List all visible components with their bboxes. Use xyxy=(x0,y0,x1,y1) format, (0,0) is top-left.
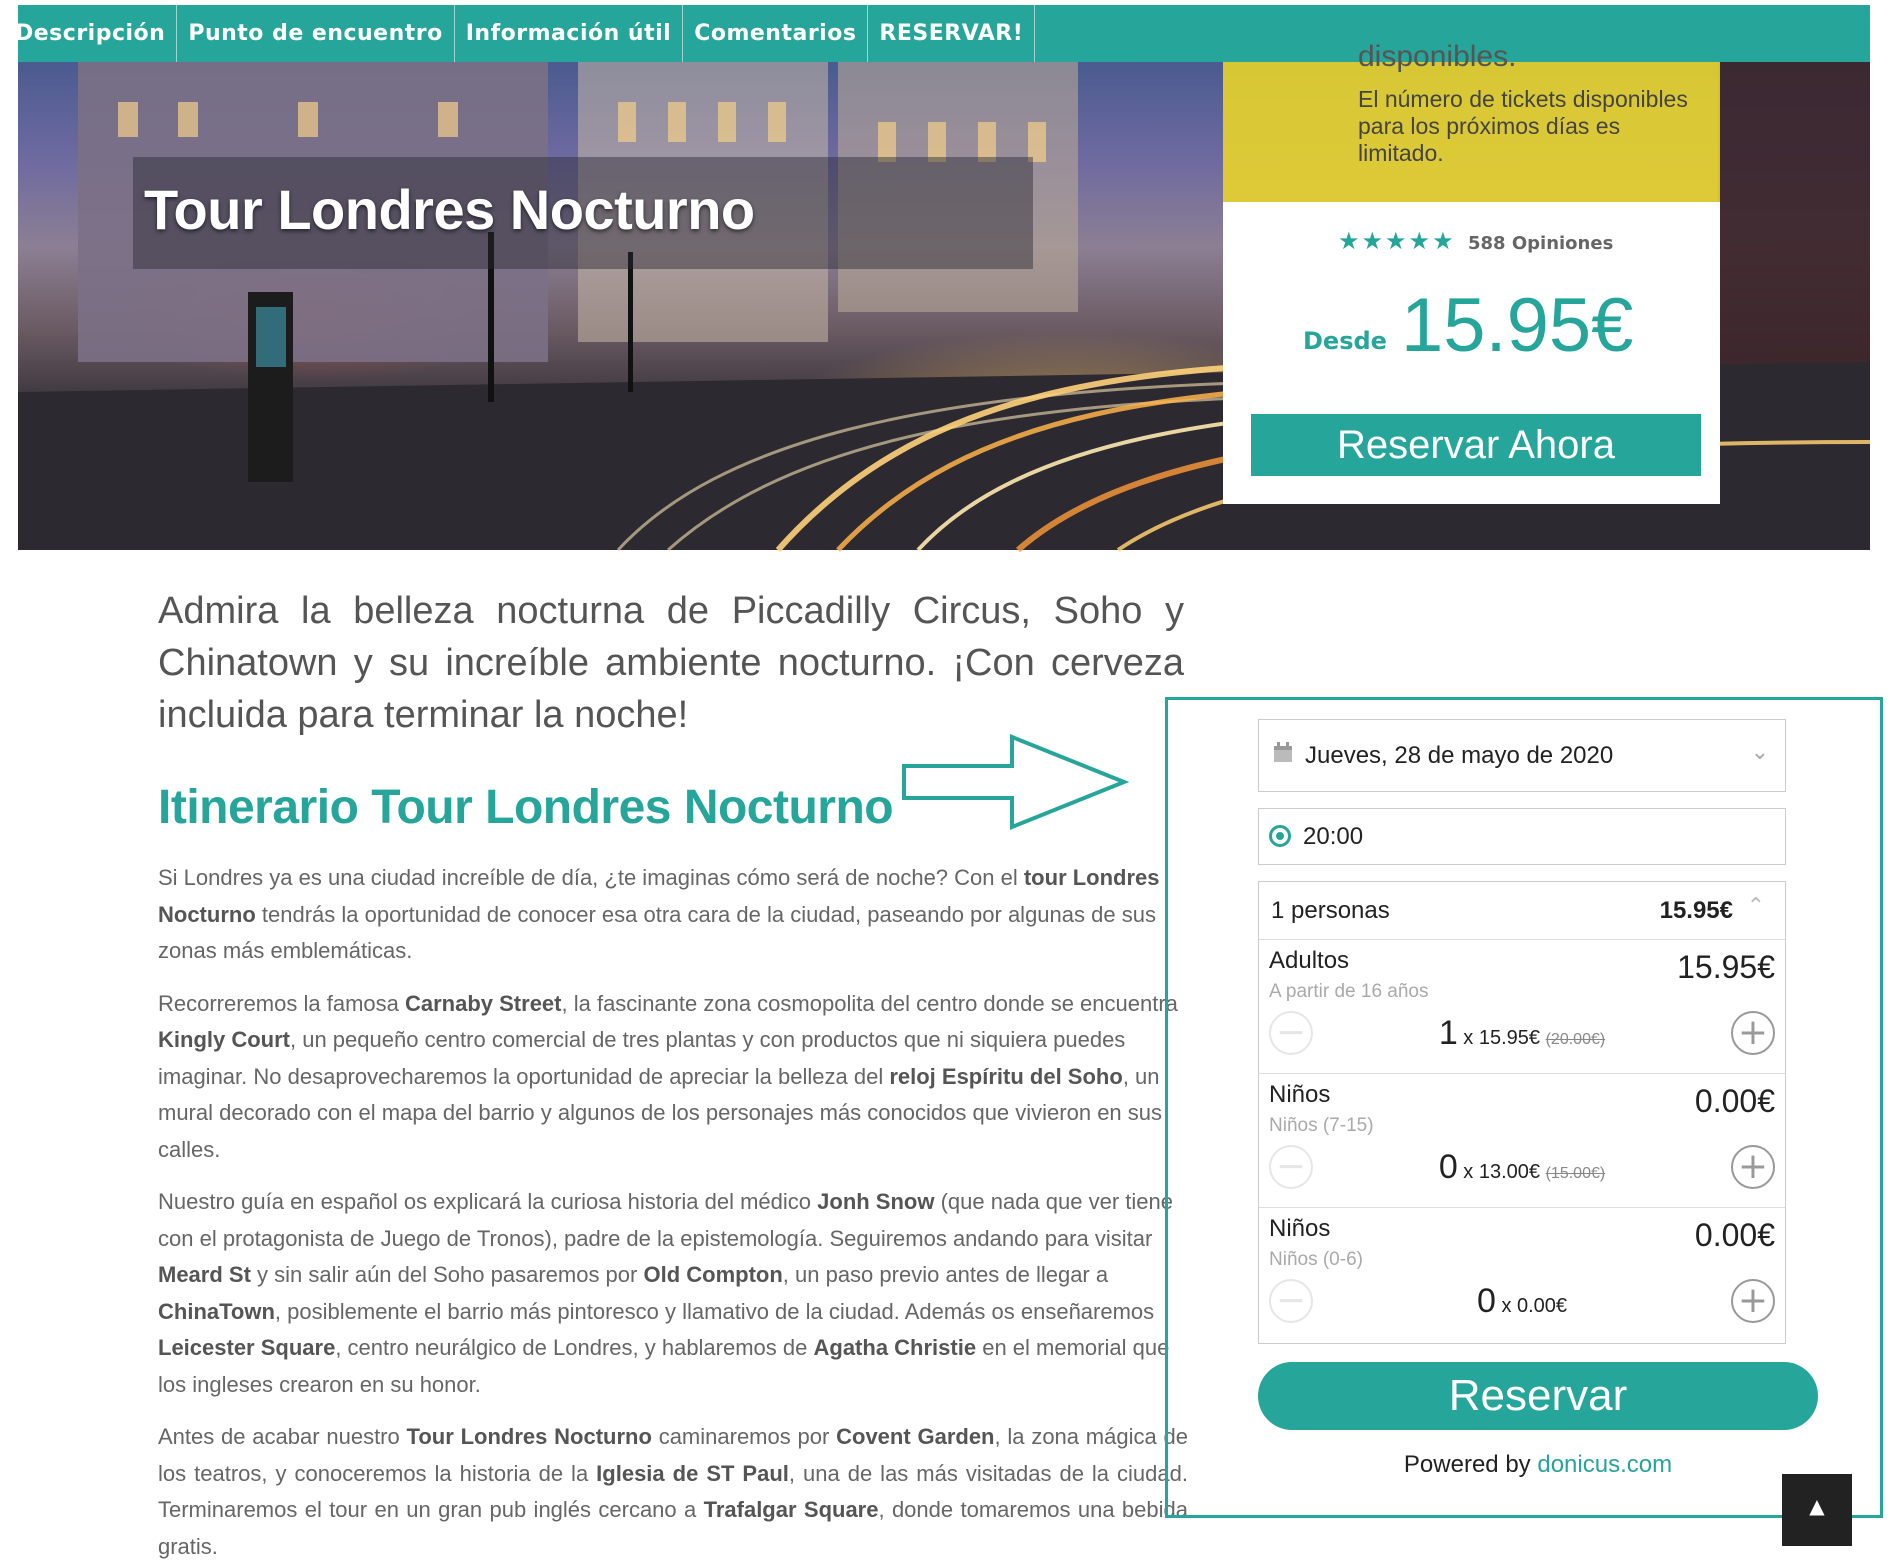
minus-icon[interactable]: − xyxy=(1269,1145,1313,1189)
total-price: 15.95€ xyxy=(1659,897,1733,924)
qty-value: 1 xyxy=(1438,1014,1458,1052)
nav-comentarios[interactable]: Comentarios xyxy=(683,5,868,62)
people-selector xyxy=(1258,881,1786,1344)
powered-link[interactable]: donicus.com xyxy=(1537,1451,1673,1478)
ticket-row-ninos-7-15 xyxy=(1259,1073,1785,1208)
unit-price: x 15.95€ xyxy=(1463,1027,1541,1049)
paragraph-3 xyxy=(158,1184,1188,1403)
highlight: Leicester Square xyxy=(158,1335,336,1360)
paragraph-1 xyxy=(158,860,1188,970)
text: , una de las más visitadas de la ciudad. Terminaremos el tour en un gran pub inglés cercano a xyxy=(158,1460,1188,1522)
paragraph-2 xyxy=(158,986,1188,1169)
reserve-button[interactable]: Reservar xyxy=(1258,1362,1818,1430)
text: , un pequeño centro comercial de tres plantas y con productos que ni siquiera puedes imaginar. No desaprovecharemos la oportunidad de apreciar la belleza del xyxy=(158,1027,1126,1089)
highlight: Agatha Christie xyxy=(813,1335,977,1360)
time-label: 20:00 xyxy=(1303,823,1364,850)
text: Nuestro guía en español os explicará la curiosa historia del médico xyxy=(158,1189,818,1214)
highlight: Tour Londres Nocturno xyxy=(406,1424,652,1449)
highlight: Jonh Snow xyxy=(817,1189,935,1214)
old-price: (20.00€) xyxy=(1545,1031,1606,1048)
ticket-amount: 15.95€ xyxy=(1677,949,1775,985)
highlight: tour Londres Nocturno xyxy=(158,865,1160,927)
paragraph-4 xyxy=(158,1419,1188,1565)
text: en el memorial que los ingleses crearon en su honor. xyxy=(158,1335,1170,1397)
text: caminaremos por xyxy=(651,1424,837,1449)
ticket-name: Niños xyxy=(1269,1215,1331,1242)
ticket-qty xyxy=(1259,1145,1785,1196)
plus-icon[interactable]: + xyxy=(1731,1279,1775,1323)
ticket-age: Niños (0-6) xyxy=(1269,1249,1363,1270)
chevron-up-icon[interactable]: ⌃ xyxy=(1746,894,1765,919)
price-value: 15.95€ xyxy=(1401,283,1634,368)
nav-descripcion[interactable]: Descripción xyxy=(4,5,177,62)
people-summary[interactable] xyxy=(1259,882,1785,940)
text: (que nada que ver tiene con el protagonista de Juego de Tronos), padre de la epistemología. Seguiremos andando para visitar xyxy=(158,1189,1173,1251)
ticket-amount: 0.00€ xyxy=(1694,1217,1775,1253)
text: , un mural decorado con el mapa del barrio y algunos de los personajes más conocidos que vivieron en sus calles. xyxy=(158,1063,1163,1162)
text: tendrás la oportunidad de conocer esa otra cara de la ciudad, paseando por algunas de sus zonas más emblemáticas. xyxy=(158,901,1156,963)
minus-icon[interactable]: − xyxy=(1269,1279,1313,1323)
text: , la fascinante zona cosmopolita del centro donde se encuentra xyxy=(561,990,1178,1016)
highlight: Carnaby Street xyxy=(404,990,562,1016)
unit-price: x 0.00€ xyxy=(1501,1295,1568,1317)
text: Antes de acabar nuestro xyxy=(158,1424,407,1449)
time-option[interactable] xyxy=(1258,808,1786,865)
highlight: Covent Garden xyxy=(836,1424,995,1449)
tour-nav-bar xyxy=(15,5,1870,62)
ticket-name: Niños xyxy=(1269,1081,1331,1108)
minus-icon[interactable]: − xyxy=(1269,1011,1313,1055)
people-count: 1 personas xyxy=(1271,897,1390,924)
rating-stars-icon: ★★★★★ xyxy=(1338,227,1456,255)
highlight: ChinaTown xyxy=(158,1298,275,1324)
right-arrow-outline xyxy=(902,734,1128,830)
radio-selected-icon[interactable] xyxy=(1269,825,1291,847)
ticket-name: Adultos xyxy=(1269,947,1350,974)
qty-value: 0 xyxy=(1438,1148,1458,1186)
intro-text: Admira la belleza nocturna de Piccadilly Circus, Soho y Chinatown y su increíble ambiente nocturno. ¡Con cerveza incluida para terminar la noche! xyxy=(158,590,1184,736)
text: , un paso previo antes de llegar a xyxy=(782,1262,1109,1287)
arrow-up-icon: ▲ xyxy=(1809,1494,1825,1518)
text: , la zona mágica de los teatros, y conoceremos la historia de la xyxy=(158,1424,1188,1486)
qty-value: 0 xyxy=(1476,1282,1496,1320)
itinerary-body xyxy=(158,860,1188,1559)
ticket-age: A partir de 16 años xyxy=(1269,981,1429,1002)
nav-reservar[interactable]: RESERVAR! xyxy=(868,5,1035,62)
chevron-down-icon: ⌄ xyxy=(1750,740,1769,765)
powered-by xyxy=(1258,1451,1818,1479)
nav-punto-encuentro[interactable]: Punto de encuentro xyxy=(177,5,454,62)
page-title: Tour Londres Nocturno xyxy=(144,178,755,241)
text: y sin salir aún del Soho pasaremos por xyxy=(250,1262,644,1287)
date-select[interactable] xyxy=(1258,719,1786,792)
highlight: Trafalgar Square xyxy=(703,1497,879,1522)
book-now-button[interactable]: Reservar Ahora xyxy=(1251,414,1701,476)
ticket-qty xyxy=(1259,1279,1785,1328)
highlight: reloj Espíritu del Soho xyxy=(889,1063,1123,1089)
ticket-row-adultos xyxy=(1259,939,1785,1074)
nav-informacion-util[interactable]: Información útil xyxy=(455,5,683,62)
highlight: Iglesia de ST Paul xyxy=(596,1460,789,1486)
ticket-row-ninos-0-6 xyxy=(1259,1207,1785,1341)
itinerary-heading: Itinerario Tour Londres Nocturno xyxy=(158,781,894,834)
ticket-qty xyxy=(1259,1011,1785,1062)
plus-icon[interactable]: + xyxy=(1731,1011,1775,1055)
unit-price: x 13.00€ xyxy=(1463,1161,1541,1183)
price-prefix: Desde xyxy=(1303,327,1387,355)
text: Si Londres ya es una ciudad increíble de día, ¿te imaginas cómo será de noche? Con el xyxy=(158,865,1024,890)
powered-prefix: Powered by xyxy=(1403,1451,1531,1478)
text: , centro neurálgico de Londres, y hablaremos de xyxy=(335,1335,814,1360)
price-card xyxy=(1223,202,1720,504)
highlight: Meard St xyxy=(158,1262,251,1287)
hero-banner xyxy=(18,40,1870,550)
plus-icon[interactable]: + xyxy=(1731,1145,1775,1189)
calendar-icon xyxy=(1273,742,1293,764)
highlight: Old Compton xyxy=(643,1262,783,1287)
ticket-amount: 0.00€ xyxy=(1694,1083,1775,1119)
selected-date: Jueves, 28 de mayo de 2020 xyxy=(1305,742,1614,769)
reviews-count[interactable]: 588 Opiniones xyxy=(1468,233,1614,254)
text: , donde tomaremos una bebida gratis. xyxy=(158,1497,1188,1559)
highlight: Kingly Court xyxy=(158,1027,290,1052)
notice-heading: disponibles. xyxy=(1358,40,1517,73)
ticket-age: Niños (7-15) xyxy=(1269,1115,1374,1136)
notice-text: El número de tickets disponibles para los próximos días es limitado. xyxy=(1358,86,1688,166)
text: Recorreremos la famosa xyxy=(158,990,405,1016)
old-price: (15.00€) xyxy=(1545,1165,1606,1182)
scroll-top-button[interactable] xyxy=(1782,1474,1852,1546)
text: , posiblemente el barrio más pintoresco y llamativo de la ciudad. Además os enseñaremos xyxy=(274,1298,1155,1324)
